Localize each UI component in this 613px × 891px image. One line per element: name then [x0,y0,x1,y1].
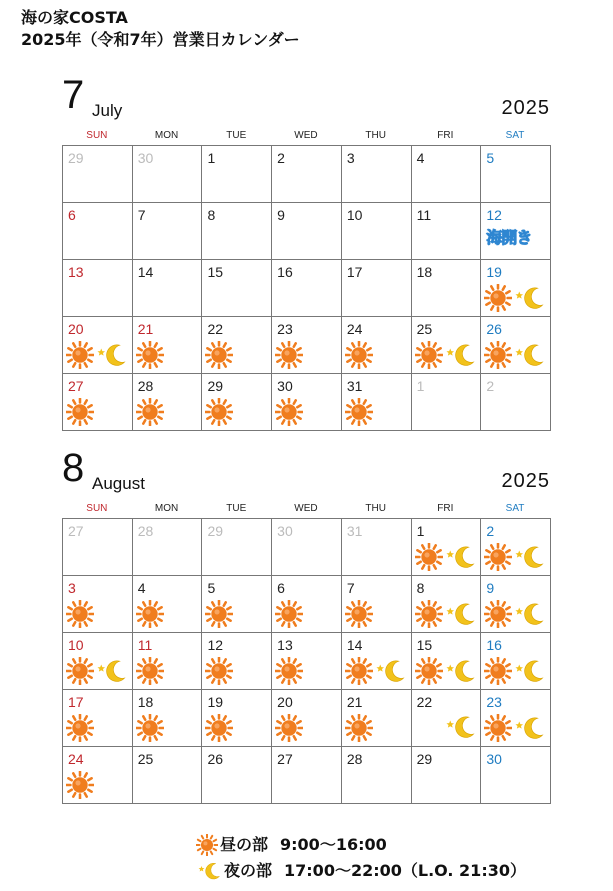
legend-night-time: 17:00～22:00（L.O. 21:30） [284,861,526,880]
day-number: 7 [137,207,146,223]
day-cell [63,203,133,260]
weekday-mon: MON [154,503,179,514]
day-number: 1 [416,523,425,539]
session-icons [66,398,94,426]
session-icons [275,657,303,685]
calendar-grid [62,145,551,431]
day-number: 24 [346,321,363,337]
sun-icon [275,398,303,426]
day-cell [342,374,412,431]
day-cell [481,519,551,576]
day-number: 13 [68,264,84,280]
sun-icon [275,341,303,369]
month-number: 8 [62,446,85,490]
day-cell [342,519,412,576]
weekday-tue: TUE [226,130,247,141]
day-number: 28 [346,751,363,767]
day-number: 23 [277,321,293,337]
day-number: 28 [137,378,154,394]
weekday-sun: SUN [86,130,108,141]
day-number: 16 [277,264,293,280]
session-icons [66,657,128,685]
header-title: 海の家COSTA [21,8,128,27]
weekday-wed: WED [294,130,318,141]
session-icons [484,284,546,312]
day-cell [481,260,551,317]
day-number: 29 [207,378,224,394]
week-row [63,317,551,374]
month-name: August [92,474,145,493]
sun-icon [275,600,303,628]
session-icons [205,714,233,742]
day-number: 29 [68,150,84,166]
day-cell [272,519,342,576]
session-icons [275,714,303,742]
day-cell [202,374,272,431]
day-number: 21 [137,321,154,337]
sun-icon [196,834,218,856]
day-cell [342,146,412,203]
day-number: 26 [486,321,502,337]
day-number: 30 [486,751,502,767]
week-row [63,146,551,203]
week-row [63,519,551,576]
day-cell [412,633,482,690]
day-cell [63,633,133,690]
day-number: 12 [207,637,224,653]
day-cell [412,519,482,576]
day-cell [481,317,551,374]
day-number: 30 [137,150,154,166]
day-number: 11 [416,207,432,223]
day-number: 17 [68,694,84,710]
day-number: 20 [277,694,293,710]
day-number: 23 [486,694,502,710]
weekday-sun: SUN [86,503,108,514]
day-cell [272,633,342,690]
day-number: 22 [207,321,224,337]
day-cell [342,747,412,804]
moon-icon [512,285,546,311]
sun-icon [136,600,164,628]
session-icons [205,341,233,369]
day-number: 16 [486,637,502,653]
day-number: 5 [207,580,216,596]
month-7 [62,73,550,394]
sun-icon [415,341,443,369]
session-icons [345,398,373,426]
day-number: 31 [346,523,363,539]
week-row [63,690,551,747]
day-number: 6 [68,207,76,223]
day-number: 28 [137,523,154,539]
day-number: 2 [486,378,495,394]
day-cell [342,576,412,633]
day-cell [272,260,342,317]
session-icons [345,714,373,742]
day-number: 15 [416,637,433,653]
session-icons [415,341,477,369]
day-cell [63,690,133,747]
day-cell [63,747,133,804]
day-cell [342,690,412,747]
moon-icon [443,658,477,684]
weekday-tue: TUE [226,503,247,514]
day-number: 25 [137,751,154,767]
day-cell [272,203,342,260]
sun-icon [136,341,164,369]
day-number: 19 [486,264,502,280]
week-row [63,203,551,260]
day-cell [133,747,203,804]
weekday-mon: MON [154,130,179,141]
sun-icon [484,284,512,312]
day-cell [412,690,482,747]
moon-icon [443,714,477,740]
sun-icon [66,341,94,369]
moon-icon [196,861,222,881]
sun-icon [66,771,94,799]
session-icons [136,714,164,742]
day-cell [272,146,342,203]
weekday-thu: THU [365,503,386,514]
day-cell [63,374,133,431]
session-icons [415,543,477,571]
day-cell [133,374,203,431]
day-cell [202,317,272,374]
day-number: 10 [68,637,84,653]
week-row [63,260,551,317]
day-cell [63,317,133,374]
day-cell [202,747,272,804]
legend-day-time: 9:00～16:00 [280,835,387,854]
day-number: 11 [137,637,153,653]
day-cell [202,633,272,690]
day-cell [481,690,551,747]
moon-icon [512,601,546,627]
week-row [63,633,551,690]
sun-icon [345,600,373,628]
sun-icon [205,600,233,628]
day-number: 1 [207,150,216,166]
day-cell [412,260,482,317]
sun-icon [484,341,512,369]
day-number: 20 [68,321,84,337]
day-number: 8 [416,580,425,596]
day-cell [63,260,133,317]
day-number: 9 [277,207,285,223]
moon-icon [443,544,477,570]
sun-icon [415,657,443,685]
session-icons [415,600,477,628]
session-icons [66,600,94,628]
day-cell [342,260,412,317]
day-number: 17 [346,264,363,280]
weekday-sat: SAT [505,130,525,141]
moon-icon [512,544,546,570]
day-number: 4 [137,580,146,596]
day-number: 18 [137,694,154,710]
day-number: 19 [207,694,224,710]
day-number: 8 [207,207,216,223]
day-cell [412,374,482,431]
session-icons [205,657,233,685]
day-number: 9 [486,580,495,596]
day-cell [481,146,551,203]
moon-icon [443,601,477,627]
day-number: 25 [416,321,433,337]
day-cell [342,633,412,690]
session-icons [484,600,546,628]
day-cell [202,260,272,317]
legend-night [196,859,526,883]
sun-icon [345,657,373,685]
month-name: July [92,101,123,120]
day-number: 15 [207,264,224,280]
session-icons [275,398,303,426]
sun-icon [484,714,512,742]
sun-icon [66,600,94,628]
day-cell [63,146,133,203]
moon-icon [512,715,546,741]
session-icons [136,600,164,628]
moon-icon [373,658,407,684]
session-icons [275,600,303,628]
day-cell [272,747,342,804]
day-number: 4 [416,150,425,166]
day-number: 27 [68,523,84,539]
day-number: 29 [416,751,433,767]
day-cell [272,690,342,747]
day-cell [412,317,482,374]
day-cell [202,519,272,576]
week-row [63,374,551,431]
day-number: 27 [277,751,293,767]
month-8 [62,446,550,767]
sun-icon [345,341,373,369]
day-cell [481,203,551,260]
sun-icon [415,543,443,571]
session-icons [136,341,164,369]
moon-icon [512,342,546,368]
session-icons [136,657,164,685]
day-cell [412,747,482,804]
day-cell [133,519,203,576]
sun-icon [345,398,373,426]
session-icons [484,543,546,571]
day-cell [342,203,412,260]
session-icons [205,600,233,628]
day-number: 26 [207,751,224,767]
sun-icon [66,714,94,742]
sun-icon [484,657,512,685]
session-icons [415,714,477,740]
session-icons [66,341,128,369]
day-number: 2 [277,150,285,166]
session-icons [484,341,546,369]
day-cell [202,576,272,633]
sun-icon [275,714,303,742]
day-number: 7 [346,580,355,596]
moon-icon [94,342,128,368]
session-icons [484,714,546,742]
day-cell [133,317,203,374]
day-cell [481,633,551,690]
session-icons [345,600,373,628]
day-number: 13 [277,637,293,653]
session-icons [345,341,373,369]
session-icons [66,771,94,799]
moon-icon [94,658,128,684]
sun-icon [136,714,164,742]
sun-icon [484,543,512,571]
sun-icon [275,657,303,685]
day-cell [63,576,133,633]
day-number: 27 [68,378,84,394]
sun-icon [205,398,233,426]
month-year: 2025 [501,470,550,492]
legend-night-label: 夜の部 [224,861,273,880]
week-row [63,576,551,633]
day-number: 10 [346,207,363,223]
day-number: 3 [346,150,355,166]
day-cell [202,690,272,747]
legend-day-label: 昼の部 [220,835,269,854]
session-icons [345,657,407,685]
day-number: 31 [346,378,363,394]
header-subtitle: 2025年（令和7年）営業日カレンダー [21,30,300,49]
day-number: 18 [416,264,433,280]
day-cell [412,146,482,203]
day-number: 22 [416,694,433,710]
session-icons [205,398,233,426]
day-cell [272,576,342,633]
day-cell [133,576,203,633]
sun-icon [66,398,94,426]
sun-icon [484,600,512,628]
session-icons [66,714,94,742]
day-cell [272,317,342,374]
weekday-wed: WED [294,503,318,514]
day-cell [63,519,133,576]
day-cell [133,633,203,690]
day-cell [133,203,203,260]
legend-day [196,833,387,857]
session-icons [136,398,164,426]
day-cell [202,203,272,260]
calendar-grid [62,518,551,804]
event-label: 海開き [486,228,532,247]
month-year: 2025 [501,97,550,119]
day-cell [133,260,203,317]
sun-icon [66,657,94,685]
day-number: 2 [486,523,495,539]
sun-icon [345,714,373,742]
sun-icon [136,398,164,426]
day-cell [412,203,482,260]
weekday-sat: SAT [505,503,525,514]
day-cell [272,374,342,431]
week-row [63,747,551,804]
sun-icon [205,657,233,685]
day-number: 12 [486,207,502,223]
day-cell [133,690,203,747]
sun-icon [415,600,443,628]
moon-icon [512,658,546,684]
day-cell [481,374,551,431]
month-number: 7 [62,73,85,117]
day-number: 3 [68,580,76,596]
day-number: 30 [277,378,293,394]
moon-icon [443,342,477,368]
day-number: 14 [346,637,363,653]
day-number: 29 [207,523,224,539]
day-number: 5 [486,150,495,166]
day-number: 24 [68,751,84,767]
sun-icon [205,714,233,742]
day-cell [481,747,551,804]
day-number: 6 [277,580,285,596]
day-cell [412,576,482,633]
day-cell [202,146,272,203]
day-number: 1 [416,378,425,394]
day-cell [481,576,551,633]
weekday-thu: THU [365,130,386,141]
weekday-fri: FRI [437,503,454,514]
sun-icon [136,657,164,685]
weekday-fri: FRI [437,130,454,141]
day-number: 21 [346,694,363,710]
sun-icon [205,341,233,369]
session-icons [484,657,546,685]
day-cell [342,317,412,374]
session-icons [415,657,477,685]
day-number: 14 [137,264,154,280]
day-number: 30 [277,523,293,539]
session-icons [275,341,303,369]
day-cell [133,146,203,203]
